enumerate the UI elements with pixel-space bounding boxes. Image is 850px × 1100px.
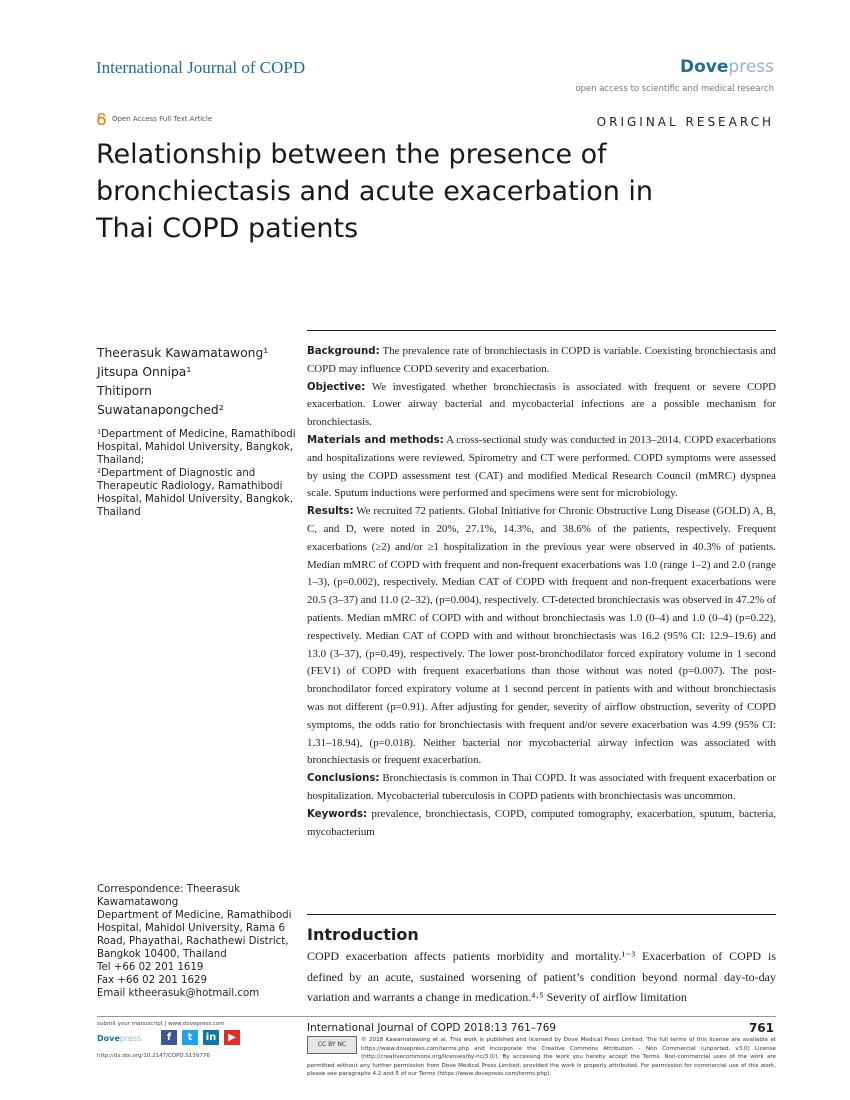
author-name: Theerasuk Kawamatawong¹	[97, 346, 269, 360]
social-links	[161, 1030, 240, 1045]
twitter-icon[interactable]: t	[182, 1030, 198, 1045]
publisher-logo	[680, 57, 774, 77]
article-title: Relationship between the presence of bronchiectasis and acute exacerbation in Thai COPD patients	[96, 139, 654, 244]
publisher-logo-part2: press	[728, 57, 774, 77]
license-text-block	[307, 1036, 776, 1079]
author-list	[97, 344, 297, 420]
section-label: ORIGINAL RESEARCH	[596, 115, 774, 129]
author-name: Jitsupa Onnipa¹	[97, 365, 192, 379]
abstract-background: Background: The prevalence rate of bronchiectasis in COPD is variable. Coexisting bronchiectasis and COPD may influence COPD severity and exacerbation.	[307, 345, 776, 375]
abstract-results: Results: We recruited 72 patients. Global Initiative for Chronic Obstructive Lung Disease (GOLD) A, B, C, and D, were noted in 20%, 27.1%, 14.3%, and 38.6% of the patients, respectively. Frequent exacerbations (≥2) and/or ≥1 hospitalization in the previous year were observed in 40.3% of patients. Median mMRC of COPD with frequent and non-frequent exacerbations was 1.0 (range 1–2) and 2.0 (range 1–3), (p=0.002), respectively. Median CAT of COPD with frequent and non-frequent exacerbations were 20.5 (3–37) and 11.0 (2–32), (p=0.004), respectively. CT-detected bronchiectasis was observed in 47.2% of patients. Median mMRC of COPD with and without bronchiectasis was 1.0 (0–4) and 1.0 (0–4) (p=0.22), respectively. Median CAT of COPD with and without bronchiectasis was 16.2 (95% CI: 12.9–19.6) and 13.0 (3–37), (p=0.49), respectively. The lower post-bronchodilator forced expiratory volume in 1 second (FEV1) of COPD with frequent exacerbations than those without was noted (p=0.007). The post-bronchodilator forced expiratory volume at 1 second percent in patients with and without bronchiectasis was not different (p=0.91). After adjusting for gender, severity of airflow obstruction, severity of COPD symptoms, the odds ratio for bronchiectasis with frequent and/or severe exacerbation was 4.99 (95% CI: 1.31–18.94), (p=0.018). Neither bacterial nor mycobacterial airway infection was associated with bronchiectasis or frequent exacerbation.	[307, 505, 776, 767]
page-number: 761	[748, 1021, 774, 1035]
journal-reference: International Journal of COPD 2018:13 761–769	[307, 1022, 557, 1034]
doi-link[interactable]: http://dx.doi.org/10.2147/COPD.S139776	[97, 1053, 210, 1059]
open-access-text: Open Access Full Text Article	[112, 115, 213, 123]
author-name: Suwatanapongched²	[97, 403, 224, 417]
correspondence-fax: Fax +66 02 201 1629	[97, 975, 207, 986]
affiliation: ¹Department of Medicine, Ramathibodi Hospital, Mahidol University, Bangkok, Thailand;	[97, 429, 296, 466]
correspondence-tel: Tel +66 02 201 1619	[97, 962, 204, 973]
abstract-objective: Objective: We investigated whether bronchiectasis is associated with frequent or severe COPD exacerbation. Lower airway bacterial and mycobacterial infections are a possible mechanism for bronchiectasis.	[307, 380, 776, 429]
open-access-label	[96, 113, 212, 125]
correspondence-email[interactable]: Email ktheerasuk@hotmail.com	[97, 988, 260, 999]
affiliation: ²Department of Diagnostic and Therapeutic Radiology, Ramathibodi Hospital, Mahidol University, Bangkok, Thailand	[97, 468, 294, 518]
correspondence-address: Department of Medicine, Ramathibodi Hospital, Mahidol University, Rama 6 Road, Phayathai, Rachathewi District, Bangkok 10400, Thailand	[97, 910, 292, 960]
footer-rule	[97, 1016, 776, 1017]
license-text: © 2018 Kawamatawong et al. This work is published and licensed by Dove Medical Press Limited. The full terms of this license are available at https://www.dovepress.com/terms.php and incorporate the Creative Commons Attribution – Non Commercial (unported, v3.0) License (http://creativecommons.org/licenses/by-nc/3.0/). By accessing the work you hereby accept the Terms. Non-commercial uses of the work are permitted without any further permission from Dove Medical Press Limited, provided the work is properly attributed. For permission for commercial use of this work, please see paragraphs 4.2 and 5 of our Terms (https://www.dovepress.com/terms.php).	[307, 1037, 776, 1078]
abstract-bottom-rule	[307, 914, 776, 915]
publisher-logo-part1: Dove	[680, 57, 729, 77]
youtube-icon[interactable]: ▶	[224, 1030, 240, 1045]
correspondence-name: Correspondence: Theerasuk Kawamatawong	[97, 884, 241, 908]
introduction-heading: Introduction	[307, 925, 419, 944]
open-access-icon	[96, 113, 107, 125]
facebook-icon[interactable]: f	[161, 1030, 177, 1045]
submit-manuscript-link[interactable]: submit your manuscript | www.dovepress.com	[97, 1021, 225, 1027]
correspondence	[97, 883, 297, 1000]
abstract-top-rule	[307, 330, 776, 331]
creative-commons-badge: CC BY NC	[307, 1036, 357, 1054]
author-name: Thitiporn	[97, 384, 152, 398]
abstract-methods: Materials and methods: A cross-sectional study was conducted in 2013–2014. COPD exacerbations and hospitalizations were reviewed. Spirometry and CT were performed. COPD symptoms were assessed by using the COPD assessment test (CAT) and modified Medical Research Council (mMRC) dyspnea scale. Sputum inductions were performed and specimens were sent for microbiology.	[307, 433, 777, 500]
abstract-keywords: Keywords: prevalence, bronchiectasis, COPD, computed tomography, exacerbation, sputum, bacteria, mycobacterium	[307, 807, 776, 838]
affiliations	[97, 428, 297, 519]
journal-name: International Journal of COPD	[96, 58, 306, 77]
footer-publisher-logo: Dovepress	[97, 1034, 142, 1043]
abstract-conclusions: Conclusions: Bronchiectasis is common in Thai COPD. It was associated with frequent exacerbation or hospitalization. Mycobacterial tuberculosis in COPD patients with bronchiectasis was uncommon.	[307, 772, 776, 802]
linkedin-icon[interactable]: in	[203, 1030, 219, 1045]
abstract	[307, 343, 776, 841]
introduction-paragraph: COPD exacerbation affects patients morbidity and mortality.¹⁻³ Exacerbation of COPD is defined by an acute, sustained worsening of patient’s condition beyond normal day-to-day variation and warrants a change in medication.⁴·⁵ Severity of airflow limitation	[307, 949, 776, 1004]
publisher-tagline: open access to scientific and medical research	[575, 84, 774, 94]
